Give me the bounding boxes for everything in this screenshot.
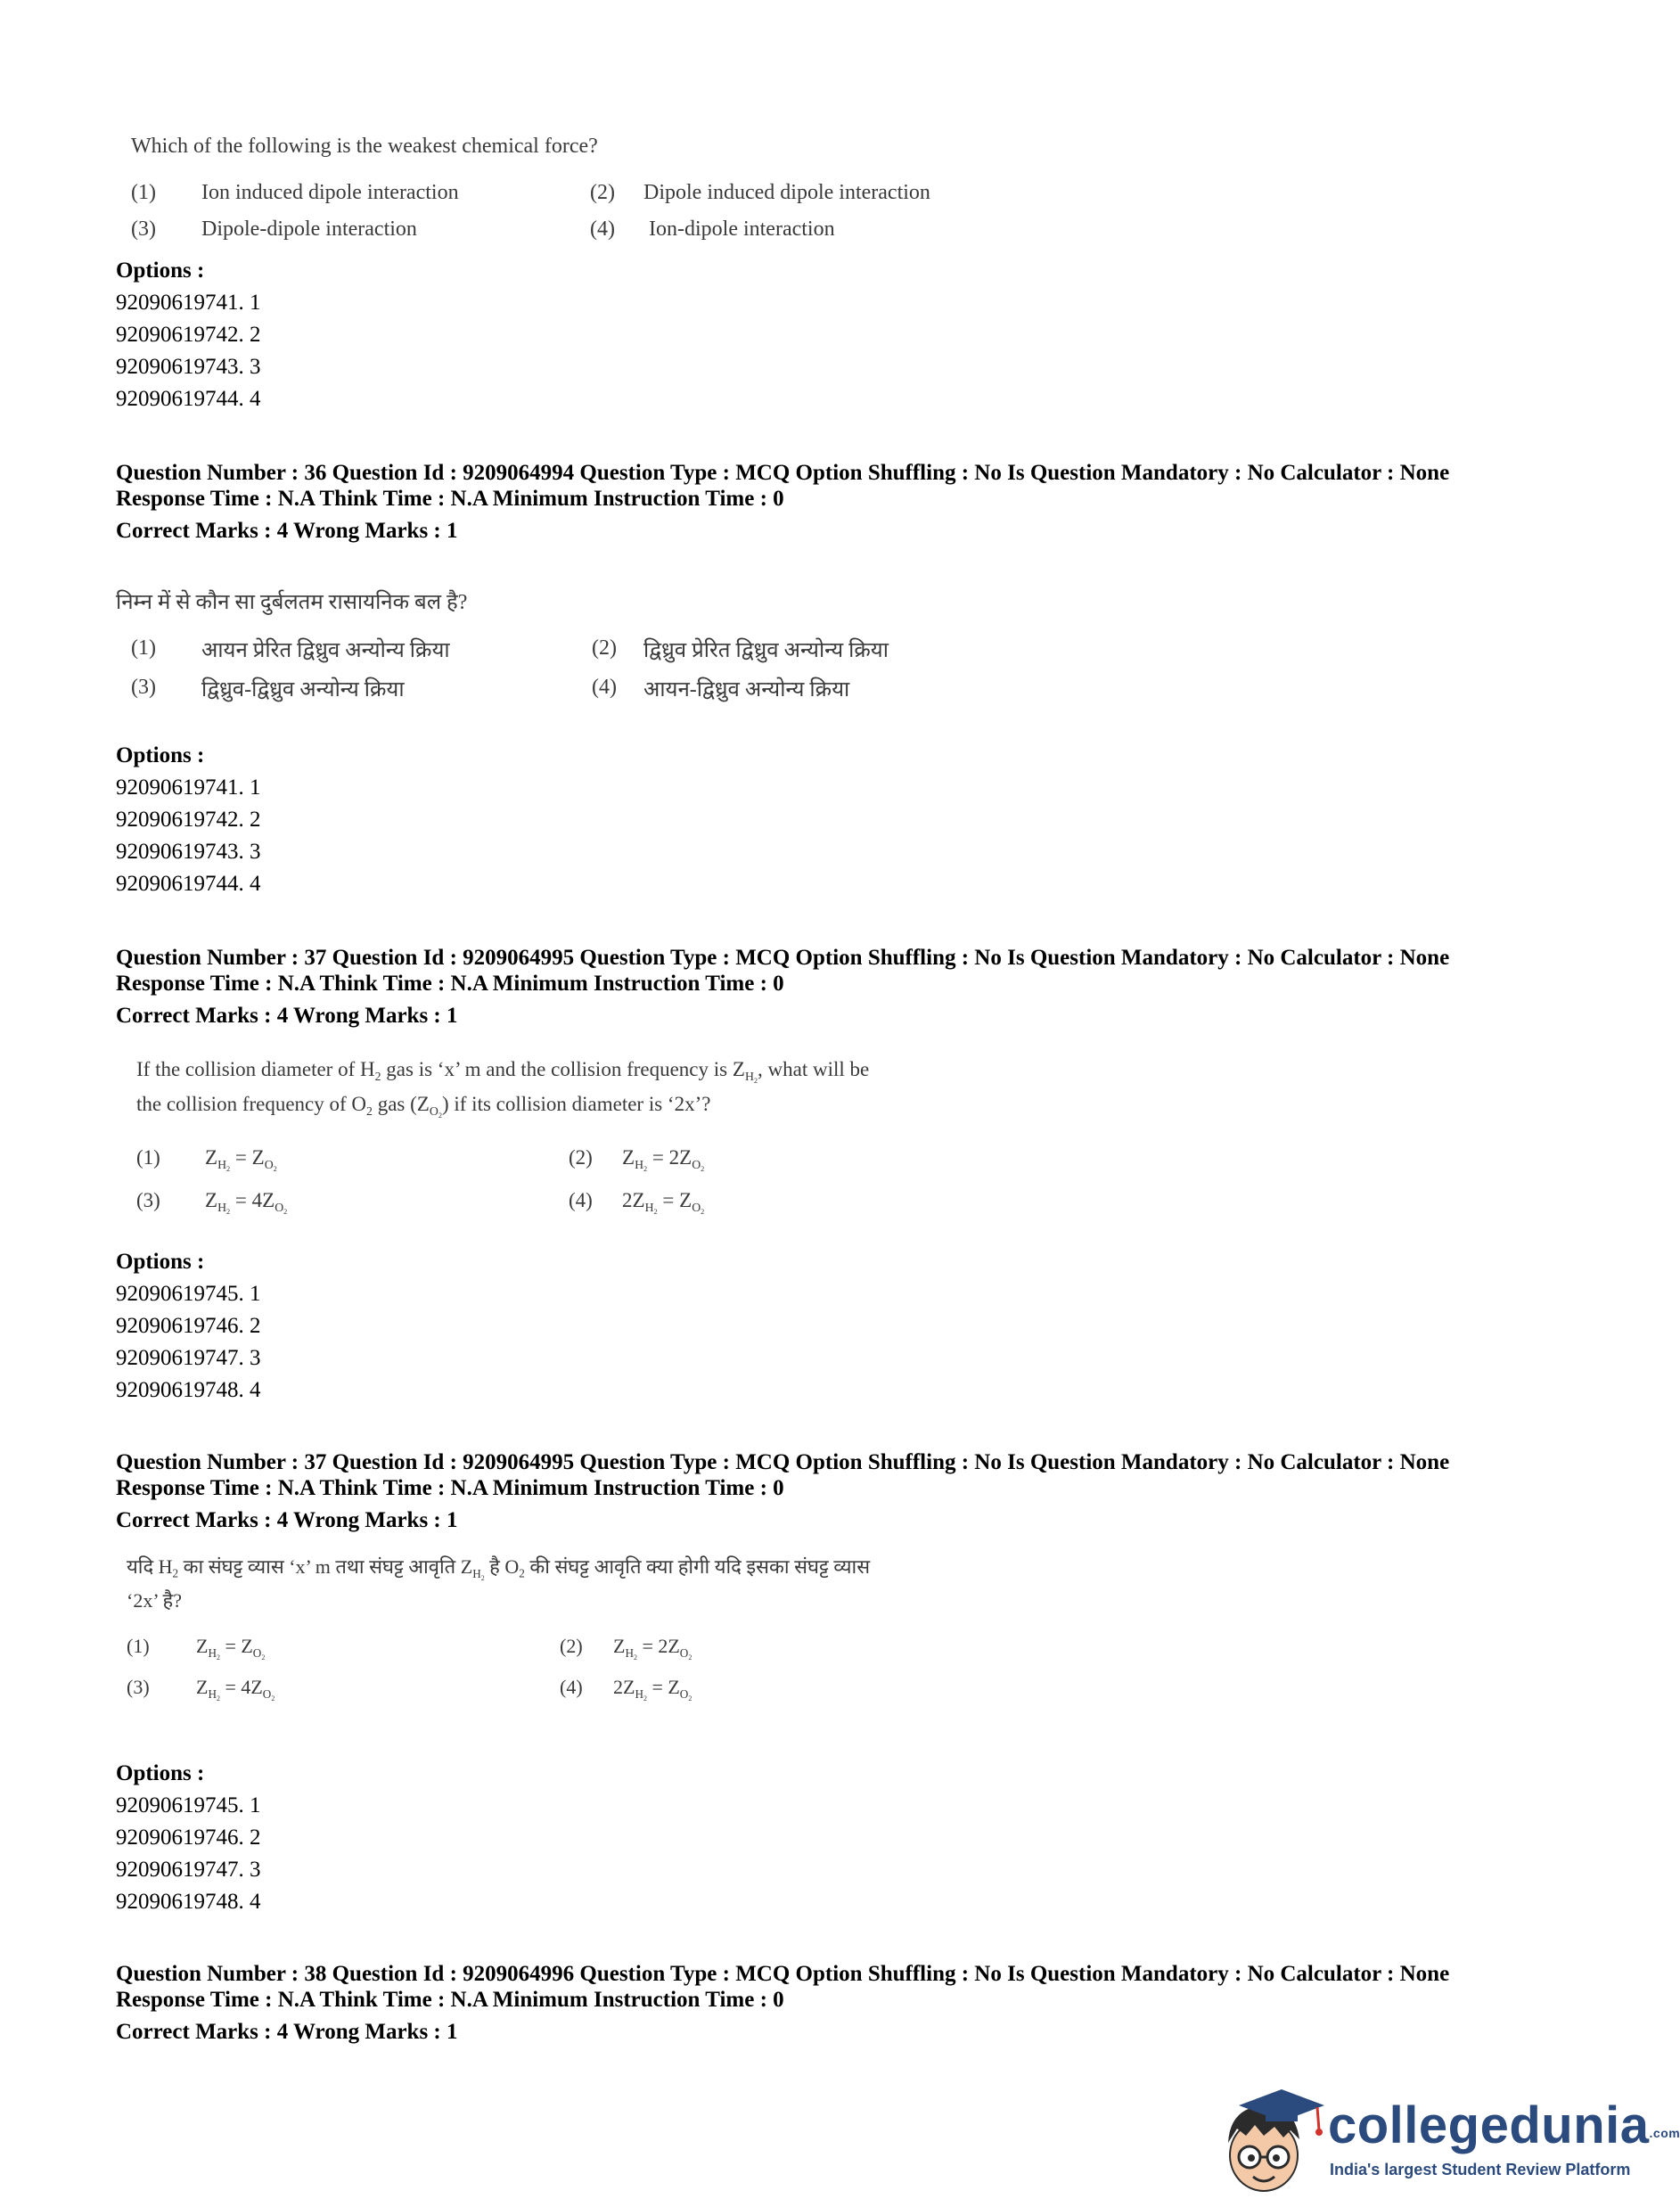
choice-text: आयन-द्विध्रुव अन्योन्य क्रिया xyxy=(643,678,850,701)
choice-number: (1) xyxy=(127,1635,150,1657)
choice-number: (4) xyxy=(569,1189,593,1211)
option-item: 92090619743. 3 xyxy=(116,355,261,379)
question-header xyxy=(116,945,1449,1029)
marks-line: Correct Marks : 4 Wrong Marks : 1 xyxy=(116,1004,458,1028)
question-text-line: यदि $H_2$ का संघट्ट व्यास ‘x’ m तथा संघट्ट आवृति $Z_{H_2}$ है $O_2$ की संघट्ट आवृति क्या होगी यदि इसका संघट्ट व्यास xyxy=(127,1555,871,1582)
question-header xyxy=(116,1961,1449,2045)
option-item: 92090619745. 1 xyxy=(116,1282,261,1306)
options-label: Options : xyxy=(116,258,205,283)
choice-number: (4) xyxy=(590,217,615,241)
choice-text: द्विध्रुव प्रेरित द्विध्रुव अन्योन्य क्रिया xyxy=(643,639,889,662)
choice-text: द्विध्रुव-द्विध्रुव अन्योन्य क्रिया xyxy=(201,678,405,701)
choice-number: (3) xyxy=(131,217,156,241)
question-35-english xyxy=(0,0,1636,258)
options-list xyxy=(116,1246,261,1407)
question-meta-line: Question Number : 36 Question Id : 9209064994 Question Type : MCQ Option Shuffling : No Is Question Mandatory : No Calculator : None xyxy=(116,461,1450,485)
option-item: 92090619743. 3 xyxy=(116,840,261,864)
question-meta-line: Response Time : N.A Think Time : N.A Minimum Instruction Time : 0 xyxy=(116,972,784,996)
option-item: 92090619745. 1 xyxy=(116,1793,261,1817)
marks-line: Correct Marks : 4 Wrong Marks : 1 xyxy=(116,2020,458,2044)
question-37-english xyxy=(0,1052,1636,1230)
question-text-line: the collision frequency of $O_2$ gas $(Z_{O_2})$ if its collision diameter is ‘2x’? xyxy=(136,1093,711,1120)
question-36-hindi xyxy=(0,570,1636,713)
option-item: 92090619746. 2 xyxy=(116,1314,261,1338)
question-header xyxy=(116,460,1449,544)
question-meta-line: Response Time : N.A Think Time : N.A Minimum Instruction Time : 0 xyxy=(116,487,784,511)
choice-number: (4) xyxy=(592,676,617,699)
choice-formula: $Z_{H_2} = Z_{O_2}$ xyxy=(205,1146,277,1173)
choice-formula: $Z_{H_2} = 4Z_{O_2}$ xyxy=(196,1676,275,1702)
question-text: निम्न में से कौन सा दुर्बलतम रासायनिक बल है? xyxy=(116,591,468,614)
choice-formula: $2Z_{H_2} = Z_{O_2}$ xyxy=(613,1676,692,1702)
option-item: 92090619744. 4 xyxy=(116,387,261,411)
choice-formula: $Z_{H_2} = 4Z_{O_2}$ xyxy=(205,1189,288,1216)
brand-suffix: .com xyxy=(1649,2126,1680,2140)
choice-number: (1) xyxy=(131,181,156,204)
question-meta-line: Question Number : 37 Question Id : 9209064995 Question Type : MCQ Option Shuffling : No Is Question Mandatory : No Calculator : None xyxy=(116,946,1450,970)
choice-number: (3) xyxy=(131,676,156,699)
question-meta-line: Question Number : 38 Question Id : 9209064996 Question Type : MCQ Option Shuffling : No Is Question Mandatory : No Calculator : None xyxy=(116,1962,1450,1986)
options-label: Options : xyxy=(116,1250,205,1274)
question-meta-line: Response Time : N.A Think Time : N.A Minimum Instruction Time : 0 xyxy=(116,1476,784,1500)
option-item: 92090619741. 1 xyxy=(116,775,261,800)
choice-number: (1) xyxy=(131,636,156,660)
choice-formula: $2Z_{H_2} = Z_{O_2}$ xyxy=(622,1189,705,1216)
option-item: 92090619747. 3 xyxy=(116,1858,261,1882)
choice-number: (2) xyxy=(560,1635,583,1657)
choice-text: Dipole induced dipole interaction xyxy=(643,181,930,204)
question-header xyxy=(116,1449,1449,1533)
marks-line: Correct Marks : 4 Wrong Marks : 1 xyxy=(116,519,458,543)
choice-number: (4) xyxy=(560,1676,583,1698)
option-item: 92090619746. 2 xyxy=(116,1825,261,1850)
choice-text: Ion induced dipole interaction xyxy=(201,181,459,204)
question-text: Which of the following is the weakest chemical force? xyxy=(131,135,598,158)
options-list xyxy=(116,255,261,415)
brand-tagline: India's largest Student Review Platform xyxy=(1330,2161,1631,2178)
options-label: Options : xyxy=(116,743,205,767)
mascot-icon xyxy=(1212,2084,1328,2200)
choice-number: (3) xyxy=(127,1676,150,1698)
option-item: 92090619748. 4 xyxy=(116,1890,261,1914)
option-item: 92090619747. 3 xyxy=(116,1346,261,1370)
options-list xyxy=(116,1758,261,1918)
choice-number: (1) xyxy=(136,1146,160,1169)
collegedunia-logo xyxy=(1212,2084,1680,2200)
option-item: 92090619741. 1 xyxy=(116,291,261,315)
choice-number: (2) xyxy=(569,1146,593,1169)
choice-number: (3) xyxy=(136,1189,160,1211)
choice-number: (2) xyxy=(590,181,615,204)
option-item: 92090619742. 2 xyxy=(116,808,261,832)
marks-line: Correct Marks : 4 Wrong Marks : 1 xyxy=(116,1508,458,1532)
options-list xyxy=(116,740,261,900)
question-37-hindi xyxy=(0,1542,1636,1720)
question-meta-line: Response Time : N.A Think Time : N.A Minimum Instruction Time : 0 xyxy=(116,1988,784,2012)
choice-text: आयन प्रेरित द्विध्रुव अन्योन्य क्रिया xyxy=(201,639,450,662)
choice-formula: $Z_{H_2} = Z_{O_2}$ xyxy=(196,1635,266,1661)
brand-name: collegedunia$^{.com}$ xyxy=(1328,2096,1680,2154)
choice-text: Dipole-dipole interaction xyxy=(201,217,417,241)
question-meta-line: Question Number : 37 Question Id : 9209064995 Question Type : MCQ Option Shuffling : No Is Question Mandatory : No Calculator : None xyxy=(116,1450,1450,1474)
question-text-line: ‘2x’ है? xyxy=(127,1589,182,1612)
question-text-line: If the collision diameter of $H_2$ gas is ‘x’ m and the collision frequency is $Z_{H_2}$, what will be xyxy=(136,1058,870,1085)
choice-text: Ion-dipole interaction xyxy=(649,217,835,241)
option-item: 92090619748. 4 xyxy=(116,1378,261,1402)
choice-formula: $Z_{H_2} = 2Z_{O_2}$ xyxy=(613,1635,692,1661)
options-label: Options : xyxy=(116,1761,205,1785)
choice-formula: $Z_{H_2} = 2Z_{O_2}$ xyxy=(622,1146,705,1173)
choice-number: (2) xyxy=(592,636,617,660)
option-item: 92090619744. 4 xyxy=(116,872,261,896)
option-item: 92090619742. 2 xyxy=(116,323,261,347)
